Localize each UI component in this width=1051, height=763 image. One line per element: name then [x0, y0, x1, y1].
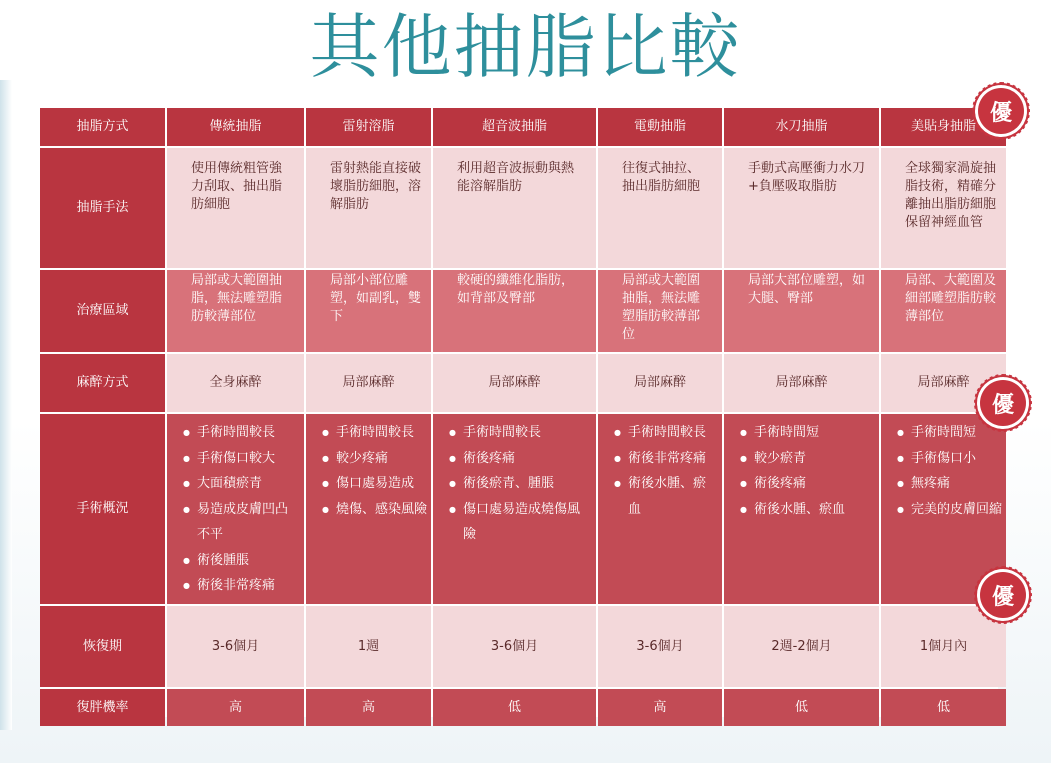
surgery-cell-5 — [724, 414, 879, 604]
surgery-item: ● 手術時間較長 — [185, 420, 300, 446]
advantage-badge-recovery: 優 — [980, 572, 1026, 618]
anesthesia-cell-1: 全身麻醉 — [167, 354, 304, 412]
row-label-area: 治療區域 — [40, 270, 165, 352]
method-cell-1: 使用傳統粗管強力刮取、抽出脂肪細胞 — [167, 148, 304, 268]
surgery-item: ● 較少疼痛 — [324, 446, 427, 472]
surgery-item: ● 完美的皮膚回縮 — [899, 497, 1002, 523]
area-cell-1: 局部或大範圍抽脂，無法雕塑脂肪較薄部位 — [167, 270, 304, 352]
surgery-cell-2 — [306, 414, 431, 604]
surgery-item: ● 手術時間較長 — [324, 420, 427, 446]
method-cell-6: 全球獨家渦旋抽脂技術，精確分離抽出脂肪細胞保留神經血管 — [881, 148, 1006, 268]
header-col-3: 超音波抽脂 — [433, 108, 596, 146]
method-cell-3: 利用超音波振動與熱能溶解脂肪 — [433, 148, 596, 268]
surgery-item: ● 手術傷口小 — [899, 446, 1002, 472]
rebound-cell-5: 低 — [724, 689, 879, 726]
area-cell-6: 局部、大範圍及細部雕塑脂肪較薄部位 — [881, 270, 1006, 352]
recovery-cell-5: 2週-2個月 — [724, 606, 879, 687]
recovery-cell-1: 3-6個月 — [167, 606, 304, 687]
page-title: 其他抽脂比較 — [309, 6, 742, 88]
recovery-cell-6: 1個月內 — [881, 606, 1006, 687]
surgery-item: ● 術後疼痛 — [742, 471, 875, 497]
area-cell-2: 局部小部位雕塑，如副乳，雙下 — [306, 270, 431, 352]
recovery-cell-4: 3-6個月 — [598, 606, 722, 687]
rebound-cell-2: 高 — [306, 689, 431, 726]
method-cell-4: 往復式抽拉、抽出脂肪細胞 — [598, 148, 722, 268]
comparison-table — [40, 108, 1003, 717]
surgery-item: ● 易造成皮膚凹凸不平 — [185, 497, 300, 548]
advantage-badge-method: 優 — [978, 88, 1024, 134]
surgery-cell-3 — [433, 414, 596, 604]
rebound-cell-3: 低 — [433, 689, 596, 726]
surgery-item: ● 術後疼痛 — [451, 446, 592, 472]
surgery-item: ● 手術傷口較大 — [185, 446, 300, 472]
anesthesia-cell-2: 局部麻醉 — [306, 354, 431, 412]
area-cell-3: 較硬的纖維化脂肪，如背部及臀部 — [433, 270, 596, 352]
area-cell-5: 局部大部位雕塑，如大腿、臀部 — [724, 270, 879, 352]
surgery-cell-4 — [598, 414, 722, 604]
surgery-item: ● 術後水腫、瘀血 — [616, 471, 718, 522]
row-label-surgery: 手術概況 — [40, 414, 165, 604]
surgery-item: ● 手術時間較長 — [451, 420, 592, 446]
recovery-cell-2: 1週 — [306, 606, 431, 687]
header-col-4: 電動抽脂 — [598, 108, 722, 146]
surgery-item: ● 大面積瘀青 — [185, 471, 300, 497]
header-col-2: 雷射溶脂 — [306, 108, 431, 146]
rebound-cell-6: 低 — [881, 689, 1006, 726]
surgery-item: ● 手術時間較長 — [616, 420, 718, 446]
anesthesia-cell-5: 局部麻醉 — [724, 354, 879, 412]
rebound-cell-1: 高 — [167, 689, 304, 726]
surgery-item: ● 較少瘀青 — [742, 446, 875, 472]
recovery-cell-3: 3-6個月 — [433, 606, 596, 687]
surgery-item: ● 術後瘀青、腫脹 — [451, 471, 592, 497]
row-label-recovery: 恢復期 — [40, 606, 165, 687]
surgery-item: ● 傷口處易造成燒傷風險 — [451, 497, 592, 548]
surgery-item: ● 燒傷、感染風險 — [324, 497, 427, 523]
anesthesia-cell-3: 局部麻醉 — [433, 354, 596, 412]
surgery-item: ● 術後腫脹 — [185, 548, 300, 574]
surgery-cell-1 — [167, 414, 304, 604]
surgery-item: ● 無疼痛 — [899, 471, 1002, 497]
surgery-item: ● 手術時間短 — [899, 420, 1002, 446]
header-col-1: 傳統抽脂 — [167, 108, 304, 146]
surgery-item: ● 術後非常疼痛 — [616, 446, 718, 472]
header-col-5: 水刀抽脂 — [724, 108, 879, 146]
anesthesia-cell-4: 局部麻醉 — [598, 354, 722, 412]
surgery-item: ● 手術時間短 — [742, 420, 875, 446]
surgery-item: ● 術後非常疼痛 — [185, 573, 300, 599]
area-cell-4: 局部或大範圍抽脂，無法雕塑脂肪較薄部位 — [598, 270, 722, 352]
row-label-method: 抽脂手法 — [40, 148, 165, 268]
header-corner: 抽脂方式 — [40, 108, 165, 146]
method-cell-2: 雷射熱能直接破壞脂肪細胞，溶解脂肪 — [306, 148, 431, 268]
rebound-cell-4: 高 — [598, 689, 722, 726]
row-label-anesthesia: 麻醉方式 — [40, 354, 165, 412]
surgery-item: ● 傷口處易造成 — [324, 471, 427, 497]
surgery-item: ● 術後水腫、瘀血 — [742, 497, 875, 523]
method-cell-5: 手動式高壓衝力水刀+負壓吸取脂肪 — [724, 148, 879, 268]
row-label-rebound: 復胖機率 — [40, 689, 165, 726]
left-edge-decoration — [0, 80, 12, 730]
header-col-6: 美貼身抽脂 — [881, 108, 1006, 146]
anesthesia-cell-6: 局部麻醉 — [881, 354, 1006, 412]
advantage-badge-surgery: 優 — [980, 380, 1026, 426]
